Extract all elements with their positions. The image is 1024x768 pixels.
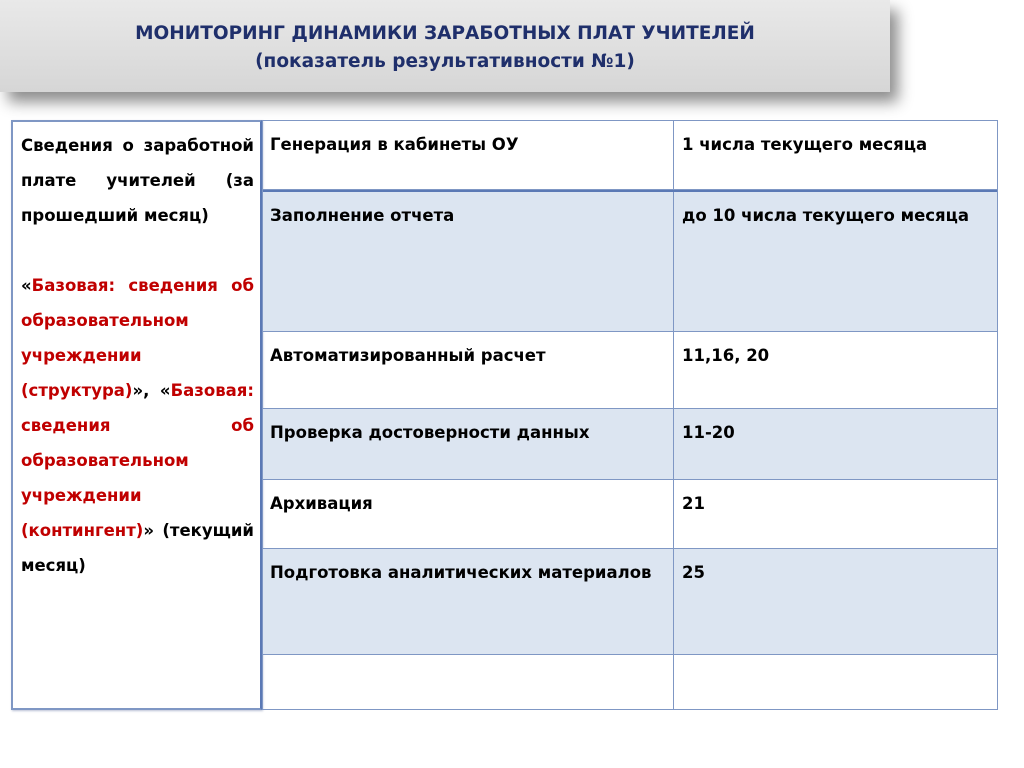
stage-cell: Генерация в кабинеты ОУ	[263, 121, 674, 189]
date-cell: 25	[682, 563, 705, 582]
title-banner	[0, 0, 890, 92]
schedule-table	[262, 120, 998, 710]
source-description: Сведения о заработной плате учителей (за прошедший месяц)	[21, 136, 254, 225]
source-forms: «Базовая: сведения об образовательном учреждении (структура)», «Базовая: сведения об образовательном учреждении (контингент)» (текущий месяц)	[21, 276, 254, 575]
page-subtitle: (показатель результативности №1)	[255, 51, 635, 72]
table-row	[263, 332, 997, 409]
source-period: (текущий месяц)	[21, 521, 254, 575]
page-title: МОНИТОРИНГ ДИНАМИКИ ЗАРАБОТНЫХ ПЛАТ УЧИТЕЛЕЙ	[135, 23, 755, 44]
stage-cell	[263, 655, 674, 709]
stage-cell: Заполнение отчета	[263, 192, 674, 331]
date-cell: 21	[682, 494, 705, 513]
date-cell	[674, 655, 997, 709]
date-cell: 11,16, 20	[682, 346, 770, 365]
table-row	[263, 190, 997, 332]
table-row	[263, 121, 997, 190]
table-row	[263, 480, 997, 549]
form-structure: Базовая: сведения об образовательном учреждении (структура)	[21, 276, 254, 400]
table-row	[263, 409, 997, 480]
source-description-cell	[11, 120, 262, 710]
stage-cell: Архивация	[263, 480, 674, 548]
stage-cell: Автоматизированный расчет	[263, 332, 674, 408]
table-row	[263, 549, 997, 655]
date-cell: до 10 числа текущего месяца	[682, 206, 970, 225]
form-contingent: Базовая: сведения об образовательном учреждении (контингент)	[21, 381, 254, 540]
table-row	[263, 655, 997, 709]
date-cell: 1 числа текущего месяца	[682, 135, 928, 154]
date-cell: 11-20	[682, 423, 735, 442]
stage-cell: Подготовка аналитических материалов	[263, 549, 674, 654]
stage-cell: Проверка достоверности данных	[263, 409, 674, 479]
